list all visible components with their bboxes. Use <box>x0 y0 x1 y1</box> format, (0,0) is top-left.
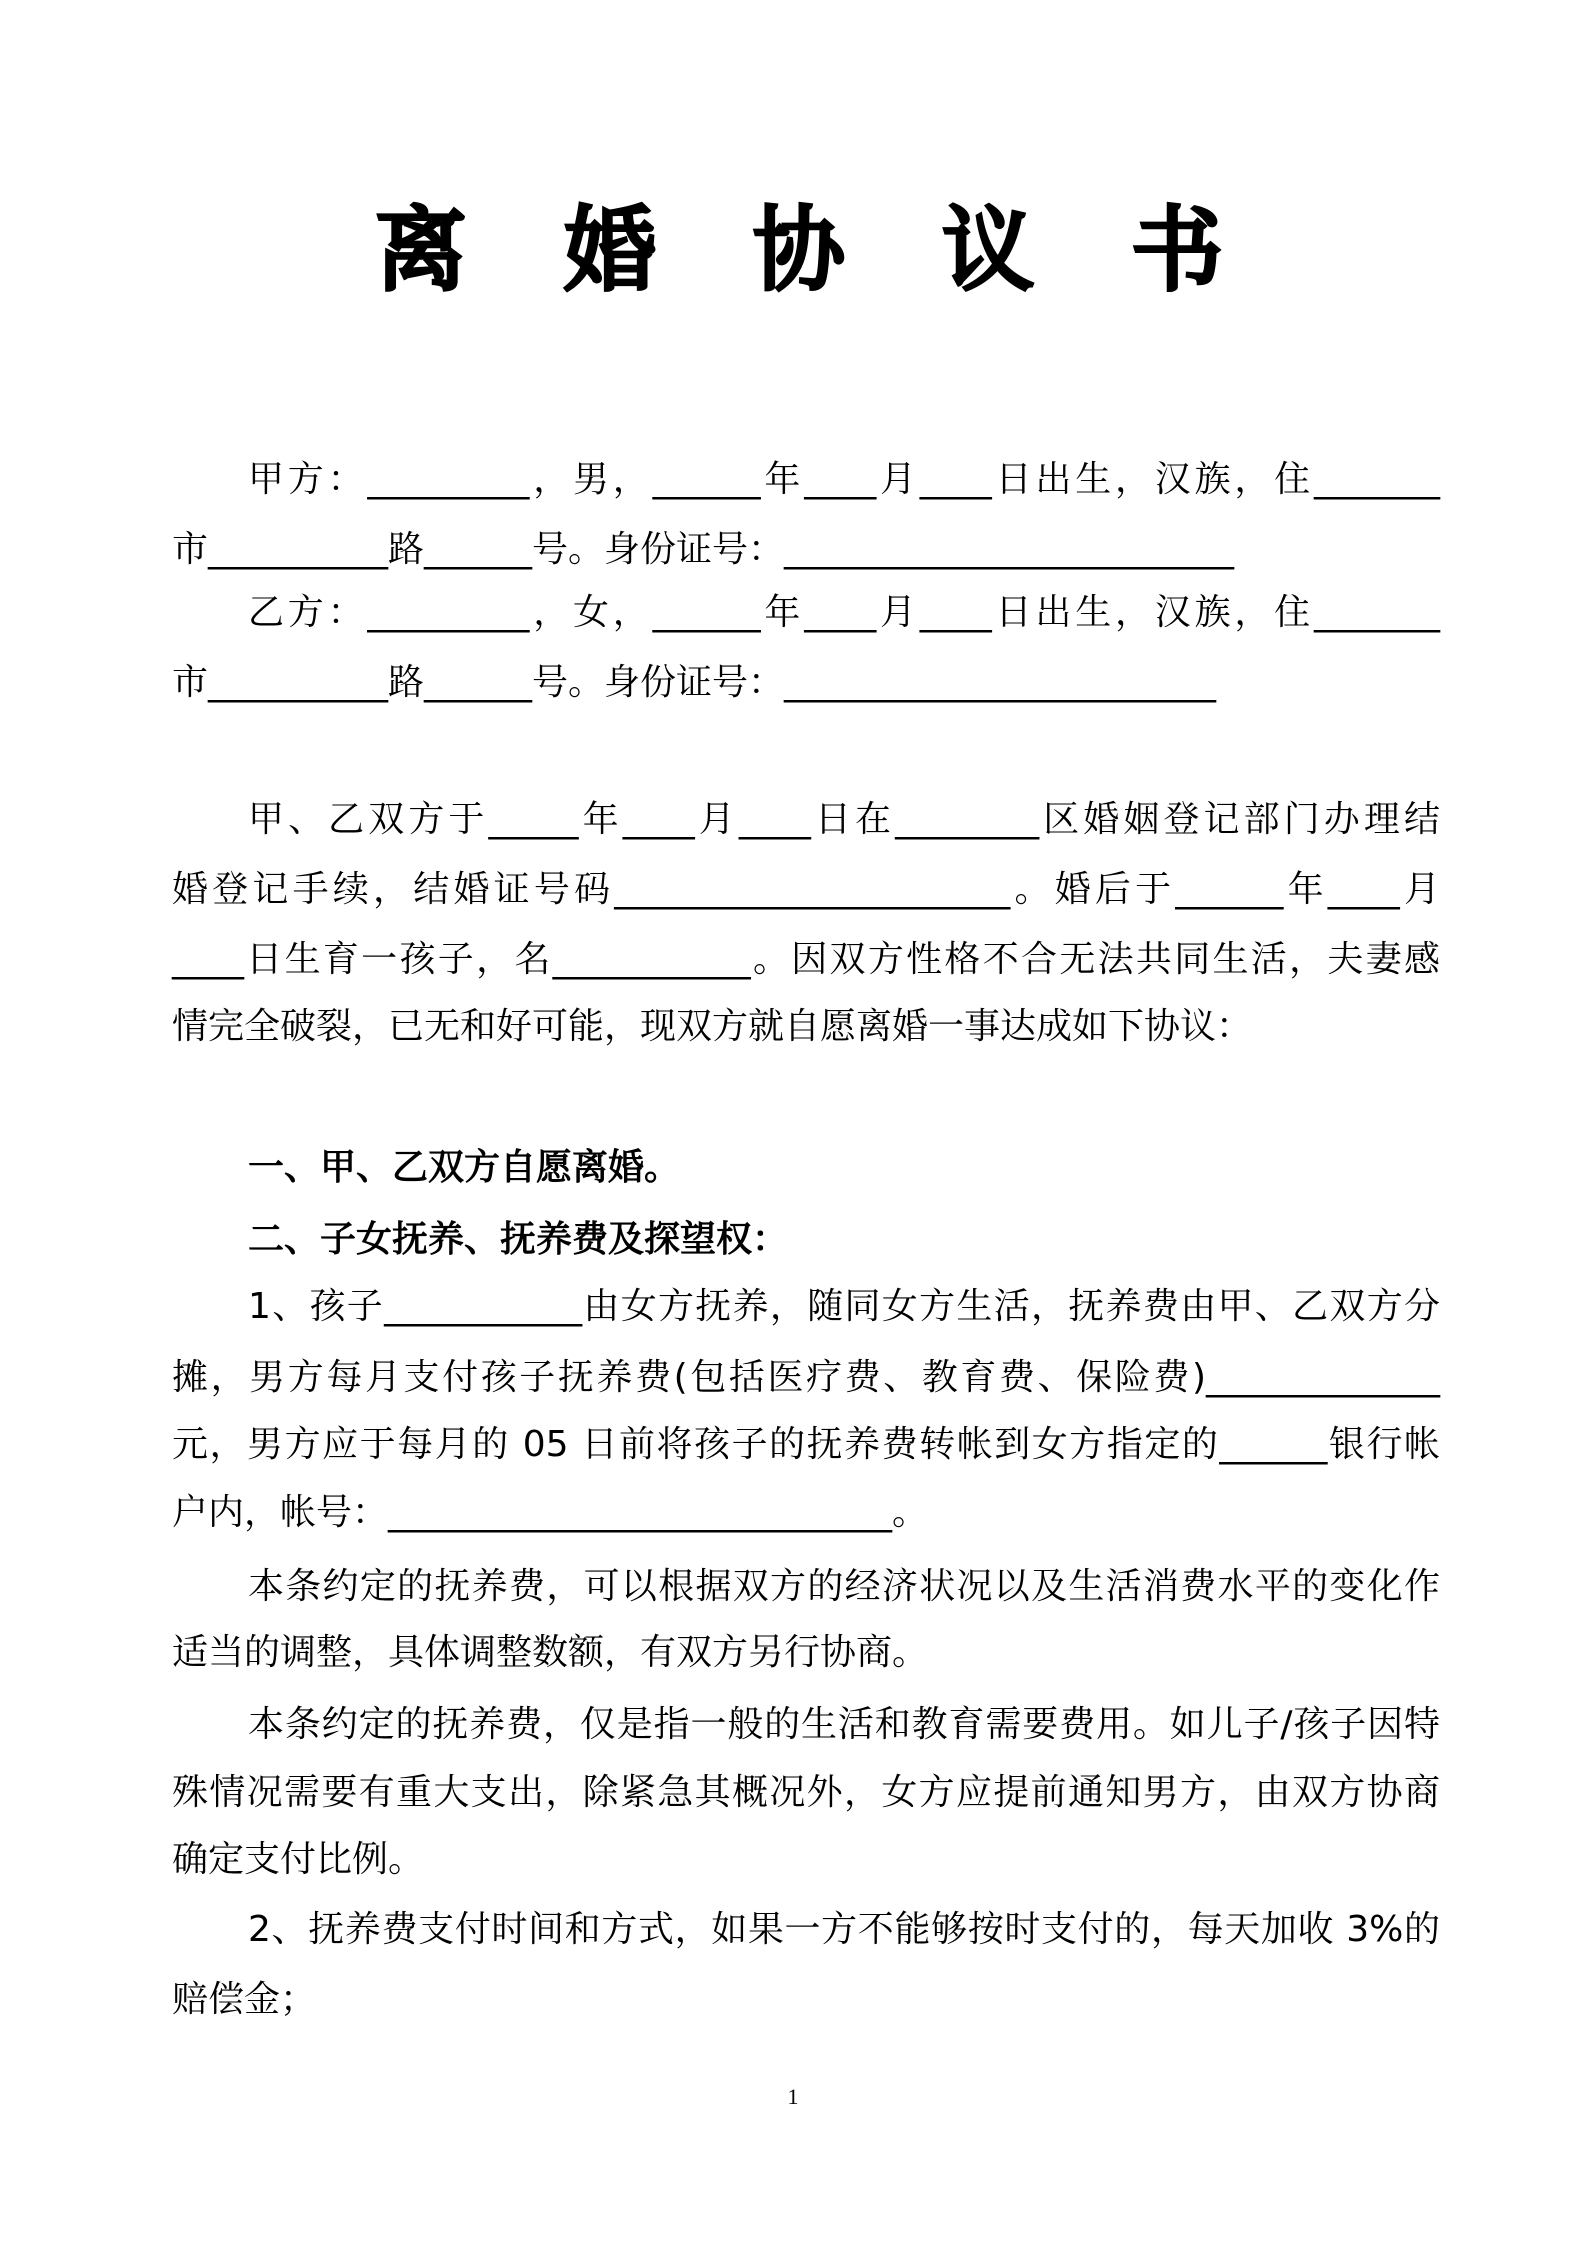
item2-line-1: 2、抚养费支付时间和方式，如果一方不能够按时支付的，每天加收 3%的 <box>248 1909 1440 1950</box>
party-a-line-1: 甲方：_________，男，______年____月____日出生，汉族，住_______ <box>248 459 1440 500</box>
scope-para-line-2: 殊情况需要有重大支出，除紧急其概况外，女方应提前通知男方，由双方协商 <box>172 1772 1440 1813</box>
clause-heading-2: 二、子女抚养、抚养费及探望权： <box>248 1219 789 1260</box>
preamble-line-1: 甲、乙双方于_____年____月____日在________区婚姻登记部门办理结 <box>248 799 1440 840</box>
item2-line-2: 赔偿金； <box>172 1979 317 2020</box>
party-b-line-2: 市__________路______号。身份证号：________________________ <box>172 662 1217 703</box>
document-title <box>0 196 1586 306</box>
scope-para-line-3: 确定支付比例。 <box>172 1839 425 1880</box>
scope-para-line-1: 本条约定的抚养费，仅是指一般的生活和教育需要费用。如儿子/孩子因特 <box>248 1704 1440 1745</box>
clause-heading-1: 一、甲、乙双方自愿离婚。 <box>248 1147 681 1188</box>
page-number: 1 <box>787 2084 799 2109</box>
title-char: 离 <box>375 197 468 304</box>
preamble-line-2: 婚登记手续，结婚证号码______________________。婚后于______年____月 <box>172 869 1440 910</box>
title-char: 协 <box>753 197 846 304</box>
adjust-para-line-1: 本条约定的抚养费，可以根据双方的经济状况以及生活消费水平的变化作 <box>248 1566 1440 1607</box>
party-b-line-1: 乙方：_________，女，______年____月____日出生，汉族，住_______ <box>248 592 1440 633</box>
preamble-line-4: 情完全破裂，已无和好可能，现双方就自愿离婚一事达成如下协议： <box>172 1006 1253 1047</box>
title-char: 议 <box>942 197 1035 304</box>
title-char: 书 <box>1131 197 1224 304</box>
item1-line-4: 户内，帐号：____________________________。 <box>172 1492 929 1533</box>
party-a-line-2: 市__________路______号。身份证号：_________________________ <box>172 529 1235 570</box>
title-char: 婚 <box>564 197 657 304</box>
item1-line-2: 摊，男方每月支付孩子抚养费(包括医疗费、教育费、保险费)_____________ <box>172 1357 1440 1398</box>
adjust-para-line-2: 适当的调整，具体调整数额，有双方另行协商。 <box>172 1632 929 1673</box>
item1-line-1: 1、孩子___________由女方抚养，随同女方生活，抚养费由甲、乙双方分 <box>248 1286 1440 1327</box>
item1-line-3: 元，男方应于每月的 05 日前将孩子的抚养费转帐到女方指定的______银行帐 <box>172 1424 1440 1465</box>
preamble-line-3: ____日生育一孩子，名___________。因双方性格不合无法共同生活，夫妻感 <box>172 939 1440 980</box>
